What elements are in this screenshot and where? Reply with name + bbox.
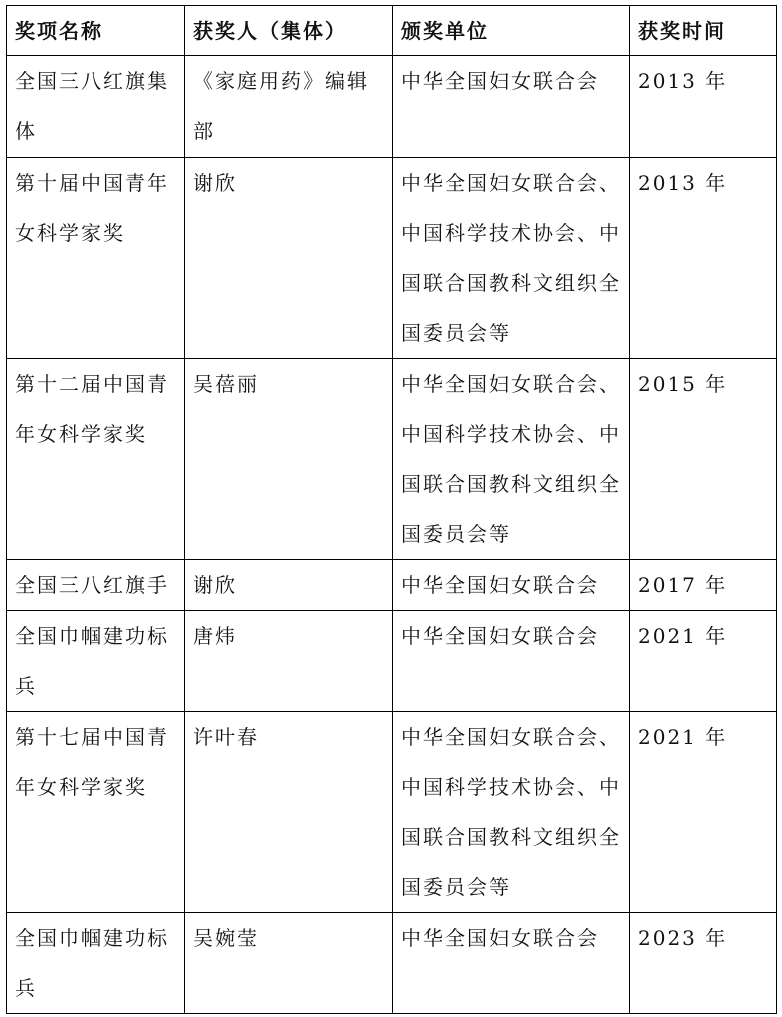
table-row [7,560,777,611]
cell-recipient: 唐炜 [185,611,393,712]
table-row [7,913,777,1014]
cell-awarding-body: 中华全国妇女联合会、中国科学技术协会、中国联合国教科文组织全国委员会等 [393,359,630,560]
cell-recipient: 吴蓓丽 [185,359,393,560]
cell-award-name: 第十七届中国青年女科学家奖 [7,712,185,913]
cell-recipient: 谢欣 [185,158,393,359]
header-recipient: 获奖人（集体） [185,6,393,56]
table-row [7,56,777,158]
cell-award-year: 2021 年 [630,611,777,712]
table-row [7,712,777,913]
header-awarding-body: 颁奖单位 [393,6,630,56]
awards-table [6,5,777,1014]
cell-award-name: 第十二届中国青年女科学家奖 [7,359,185,560]
table-row [7,158,777,359]
cell-awarding-body: 中华全国妇女联合会 [393,56,630,158]
cell-award-name: 全国三八红旗手 [7,560,185,611]
cell-awarding-body: 中华全国妇女联合会、中国科学技术协会、中国联合国教科文组织全国委员会等 [393,158,630,359]
cell-award-name: 全国巾帼建功标兵 [7,913,185,1014]
cell-award-name: 第十届中国青年女科学家奖 [7,158,185,359]
cell-awarding-body: 中华全国妇女联合会、中国科学技术协会、中国联合国教科文组织全国委员会等 [393,712,630,913]
header-award-name: 奖项名称 [7,6,185,56]
cell-recipient: 《家庭用药》编辑部 [185,56,393,158]
cell-award-name: 全国巾帼建功标兵 [7,611,185,712]
cell-award-year: 2017 年 [630,560,777,611]
cell-awarding-body: 中华全国妇女联合会 [393,913,630,1014]
cell-awarding-body: 中华全国妇女联合会 [393,611,630,712]
table-row [7,359,777,560]
cell-recipient: 吴婉莹 [185,913,393,1014]
cell-award-year: 2021 年 [630,712,777,913]
cell-award-year: 2015 年 [630,359,777,560]
cell-award-name: 全国三八红旗集体 [7,56,185,158]
table-row [7,611,777,712]
cell-award-year: 2023 年 [630,913,777,1014]
cell-recipient: 许叶春 [185,712,393,913]
cell-awarding-body: 中华全国妇女联合会 [393,560,630,611]
table-header-row [7,6,777,56]
cell-award-year: 2013 年 [630,56,777,158]
cell-award-year: 2013 年 [630,158,777,359]
header-award-year: 获奖时间 [630,6,777,56]
cell-recipient: 谢欣 [185,560,393,611]
